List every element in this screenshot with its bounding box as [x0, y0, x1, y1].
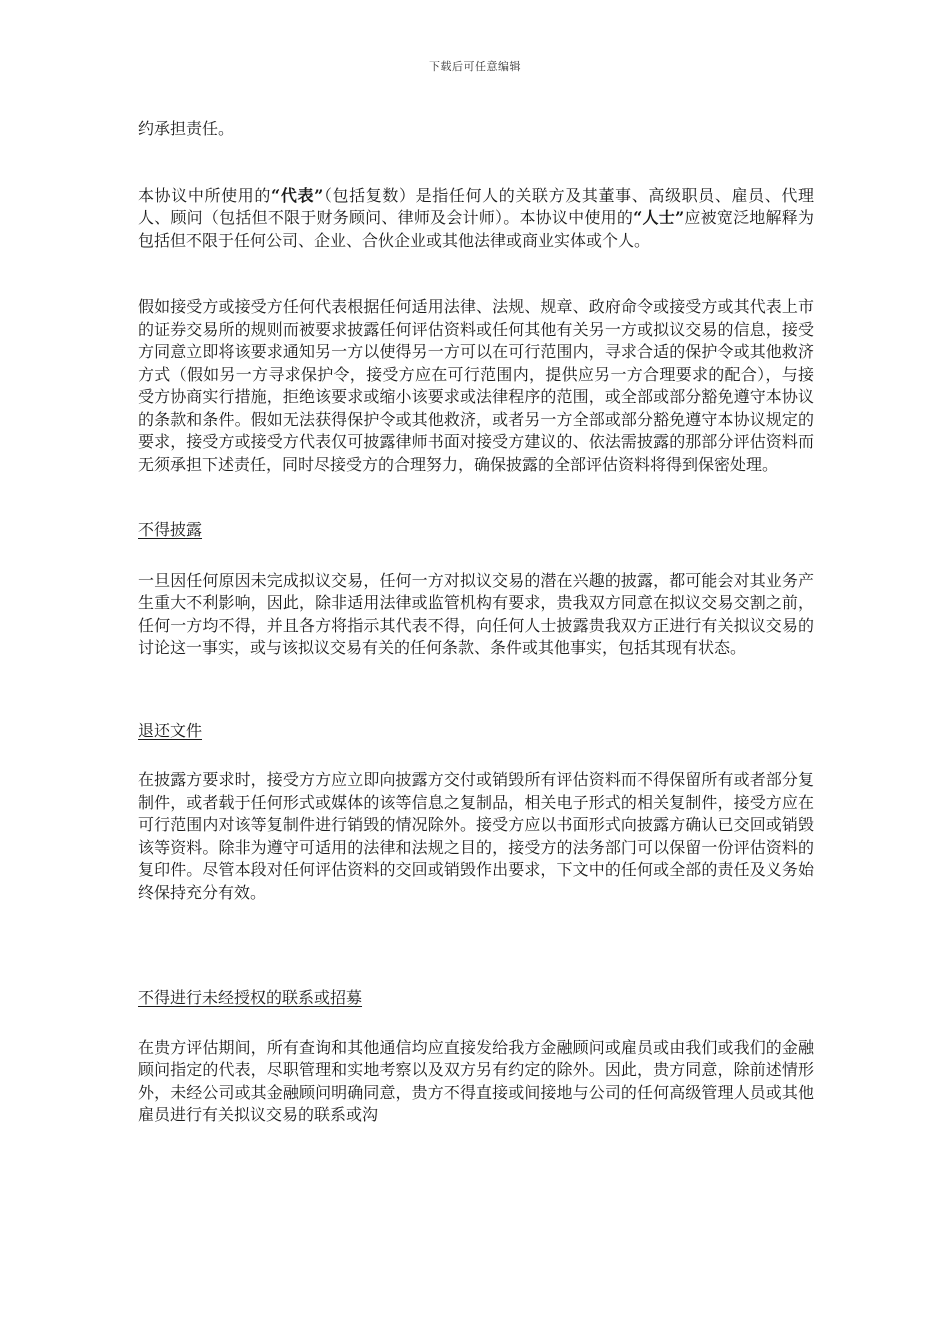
definitions-text-c: （包括复数）是指任何人的关联方及其董事、高级职员、雇员、代理人、顾问（包括但不限于财务顾问、律师及会计师）。本协议中使用的	[138, 185, 814, 227]
heading-return-documents: 退还文件	[138, 720, 203, 740]
paragraph-no-unauthorized-contact: 在贵方评估期间，所有查询和其他通信均应直接发给我方金融顾问或雇员或由我们或我们的金融顾问指定的代表，尽职管理和实地考察以及双方另有约定的除外。因此，贵方同意，除前述情形外，未经公司或其金融顾问明确同意，贵方不得直接或间接地与公司的任何高级管理人员或其他雇员进行有关拟议交易的联系或沟	[138, 1037, 814, 1124]
definitions-text-e: 应被宽泛地解释为包括但不限于任何公司、企业、合伙企业或其他法律或商业实体或个人。	[138, 208, 814, 250]
definitions-text-a: 本协议中所使用的	[138, 185, 271, 205]
document-body	[138, 112, 814, 1127]
paragraph-return-documents: 在披露方要求时，接受方方应立即向披露方交付或销毁所有评估资料而不得保留所有或者部分复制件，或者载于任何形式或媒体的该等信息之复制品，相关电子形式的相关复制件，接受方应在可行范围内对该等复制件进行销毁的情况除外。接受方应以书面形式向披露方确认已交回或销毁该等资料。除非为遵守可适用的法律和法规之目的，接受方的法务部门可以保留一份评估资料的复印件。尽管本段对任何评估资料的交回或销毁作出要求，下文中的任何或全部的责任及义务始终保持充分有效。	[138, 770, 814, 902]
term-representative: “代表”	[271, 185, 324, 205]
paragraph-no-disclosure: 一旦因任何原因未完成拟议交易，任何一方对拟议交易的潜在兴趣的披露，都可能会对其业务产生重大不利影响，因此，除非适用法律或监管机构有要求，贵我双方同意在拟议交易交割之前，任何一方均不得，并且各方将指示其代表不得，向任何人士披露贵我双方正进行有关拟议交易的讨论这一事实，或与该拟议交易有关的任何条款、条件或其他事实，包括其现有状态。	[138, 570, 814, 657]
paragraph-definitions	[138, 185, 814, 253]
page-header: 下载后可任意编辑	[429, 60, 521, 73]
heading-no-unauthorized-contact: 不得进行未经授权的联系或招募	[138, 988, 363, 1007]
paragraph-liability-end: 约承担责任。	[138, 119, 235, 138]
heading-no-disclosure: 不得披露	[138, 520, 203, 539]
term-person: “人士”	[633, 208, 685, 227]
paragraph-required-disclosure: 假如接受方或接受方任何代表根据任何适用法律、法规、规章、政府命令或接受方或其代表上市的证券交易所的规则而被要求披露任何评估资料或任何其他有关另一方或拟议交易的信息，接受方同意立即将该要求通知另一方以使得另一方可以在可行范围内，寻求合适的保护令或其他救济方式（假如另一方寻求保护令，接受方应在可行范围内，提供应另一方合理要求的配合），与接受方协商实行措施，拒绝该要求或缩小该要求或法律程序的范围，或全部或部分豁免遵守本协议的条款和条件。假如无法获得保护令或其他救济，或者另一方全部或部分豁免遵守本协议规定的要求，接受方或接受方代表仅可披露律师书面对接受方建议的、依法需披露的那部分评估资料而无须承担下述责任，同时尽接受方的合理努力，确保披露的全部评估资料将得到保密处理。	[138, 297, 814, 474]
